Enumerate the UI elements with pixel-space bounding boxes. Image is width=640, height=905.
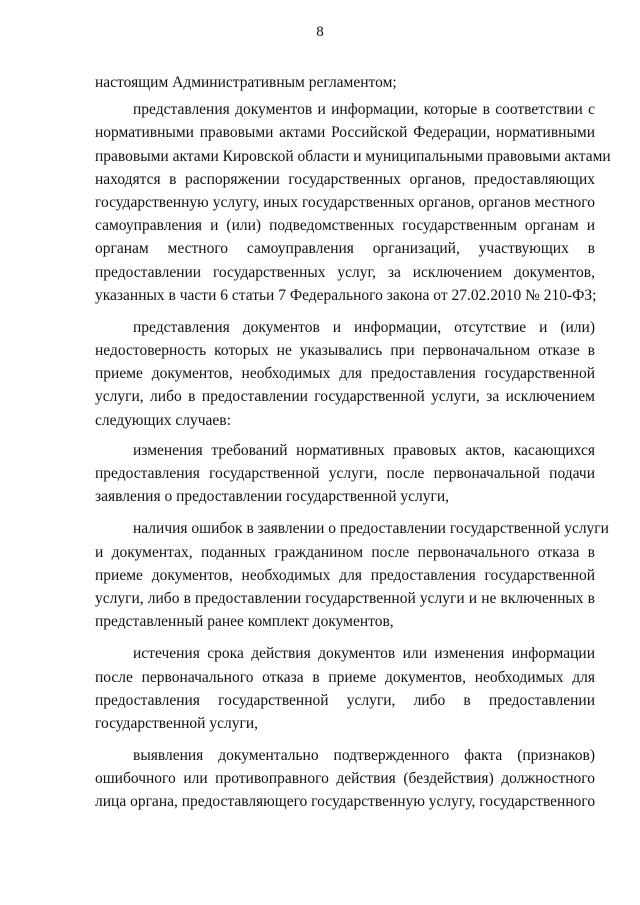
- text-line: приеме документов, необходимых для предоставления государственной: [95, 566, 595, 584]
- text-line: выявления документально подтвержденного факта (признаков): [133, 747, 595, 765]
- text-line: государственную услугу, иных государственных органов, органов местного: [95, 193, 595, 211]
- text-line: предоставлении государственных услуг, за исключением документов,: [95, 263, 595, 281]
- text-line: заявления о предоставлении государственной услуги,: [95, 488, 450, 506]
- text-line: правовыми актами Кировской области и муниципальными правовыми актами: [95, 147, 611, 165]
- text-line: представленный ранее комплект документов,: [95, 613, 394, 631]
- text-line: государственной услуги,: [95, 714, 258, 732]
- text-line: представления документов и информации, отсутствие и (или): [133, 318, 595, 336]
- text-line: лица органа, предоставляющего государственную услугу, государственного: [95, 793, 596, 811]
- text-line: следующих случаев:: [95, 411, 231, 429]
- text-line: самоуправления и (или) подведомственных государственным органам и: [95, 217, 595, 235]
- text-line: ошибочного или противоправного действия (бездействия) должностного: [95, 770, 595, 788]
- paragraph-unreliable-documents: [95, 316, 595, 432]
- text-line: органам местного самоуправления организаций, участвующих в: [95, 240, 595, 258]
- paragraph-documents-in-possession: [95, 98, 611, 307]
- page-number: 8: [316, 24, 324, 40]
- text-line: наличия ошибок в заявлении о предоставлении государственной услуги: [133, 520, 609, 538]
- text-line: нормативными правовыми актами Российской Федерации, нормативными: [95, 124, 595, 142]
- text-line: после первоначального отказа в приеме документов, необходимых для: [95, 668, 595, 686]
- paragraph-application-errors: [95, 517, 609, 633]
- text-line: предоставления государственной услуги, либо в предоставлении: [95, 691, 595, 709]
- text-line: и документах, поданных гражданином после первоначального отказа в: [95, 543, 595, 561]
- text-line: представления документов и информации, которые в соответствии с: [133, 101, 595, 119]
- text-line: услуги, либо в предоставлении государственной услуги и не включенных в: [95, 589, 595, 607]
- text-line: находятся в распоряжении государственных органов, предоставляющих: [95, 170, 595, 188]
- text-line: услуги, либо в предоставлении государственной услуги, за исключением: [95, 388, 595, 406]
- text-line: истечения срока действия документов или изменения информации: [133, 645, 595, 663]
- document-body: [95, 71, 611, 814]
- text-line: предоставления государственной услуги, после первоначальной подачи: [95, 465, 595, 482]
- paragraph-document-expiry: [95, 642, 595, 735]
- paragraph-erroneous-action: [95, 744, 595, 814]
- paragraph-requirement-changes: [95, 439, 595, 509]
- text-line: приеме документов, необходимых для предоставления государственной: [95, 365, 595, 383]
- text-line: недостоверность которых не указывались при первоначальном отказе в: [95, 342, 595, 360]
- text-line: настоящим Административным регламентом;: [95, 74, 397, 91]
- text-line: указанных в части 6 статьи 7 Федерального закона от 27.02.2010 № 210-ФЗ;: [95, 286, 597, 304]
- text-line: изменения требований нормативных правовых актов, касающихся: [133, 441, 595, 459]
